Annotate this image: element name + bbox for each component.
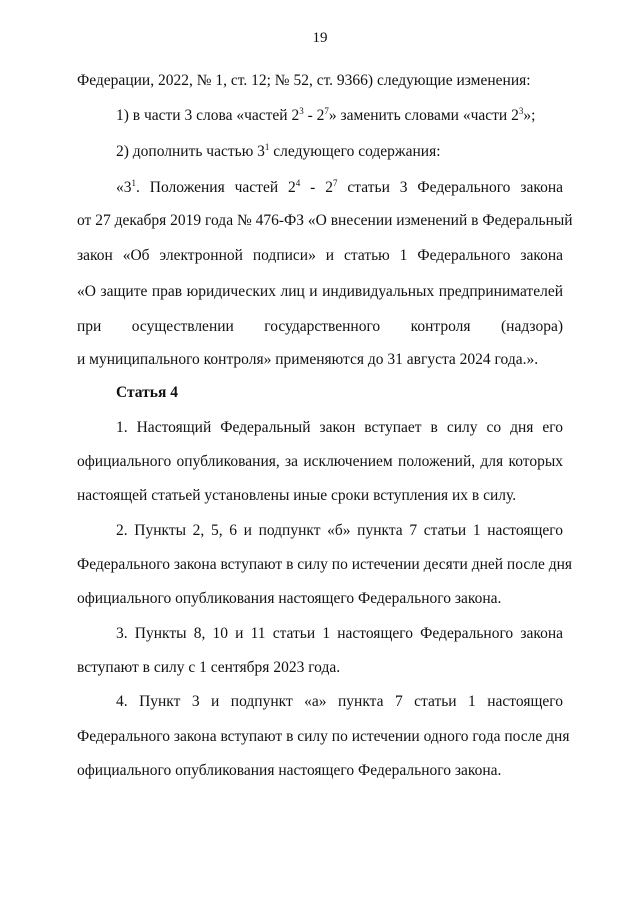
- superscript: 7: [324, 106, 329, 116]
- text-line: [77, 283, 563, 301]
- text-run: Статья 4: [116, 384, 178, 401]
- text-run: «О защите прав юридических лиц и индивидуальных предпринимателей: [77, 283, 563, 300]
- superscript: 3: [518, 106, 524, 116]
- text-run: Федерации, 2022, № 1, ст. 12; № 52, ст. 9366) следующие изменения:: [77, 72, 531, 89]
- text-line: [77, 351, 563, 369]
- text-line: [116, 693, 563, 711]
- text-line: [116, 143, 563, 161]
- superscript: 1: [264, 142, 270, 152]
- text-run: » заменить словами «части 2: [328, 107, 519, 124]
- text-line: [116, 419, 563, 437]
- text-run: при осуществлении государственного контроля (надзора): [77, 318, 563, 335]
- text-run: следующего содержания:: [269, 143, 441, 160]
- text-run: официального опубликования, за исключением положений, для которых: [77, 453, 563, 470]
- text-run: 4. Пункт 3 и подпункт «а» пункта 7 статьи 1 настоящего: [116, 693, 563, 710]
- text-line: [77, 762, 563, 780]
- text-run: . Положения частей 2: [136, 179, 296, 196]
- text-run: Федерального закона вступают в силу по истечении одного года после дня: [77, 728, 570, 745]
- superscript: 1: [131, 178, 136, 188]
- text-line: [116, 179, 563, 197]
- text-line: [77, 247, 563, 265]
- text-run: 1) в части 3 слова «частей 2: [116, 107, 300, 124]
- text-run: 2. Пункты 2, 5, 6 и подпункт «б» пункта 7 статьи 1 настоящего: [116, 522, 563, 539]
- text-line: [116, 625, 563, 643]
- superscript: 7: [333, 178, 338, 188]
- superscript: 3: [299, 106, 304, 116]
- text-run: закон «Об электронной подписи» и статью 1 Федерального закона: [77, 247, 563, 264]
- text-run: вступают в силу с 1 сентября 2023 года.: [77, 659, 341, 676]
- text-line: [77, 453, 563, 471]
- text-line: [77, 487, 563, 505]
- text-run: »;: [523, 107, 536, 124]
- text-line: [77, 72, 563, 90]
- text-run: официального опубликования настоящего Федерального закона.: [77, 590, 502, 607]
- text-run: - 2: [303, 107, 325, 124]
- text-run: от 27 декабря 2019 года № 476-ФЗ «О внесении изменений в Федеральный: [77, 212, 573, 229]
- text-run: Федерального закона вступают в силу по истечении десяти дней после дня: [77, 556, 573, 573]
- text-run: «3: [116, 179, 132, 196]
- superscript: 4: [295, 178, 301, 188]
- text-line: [77, 728, 570, 746]
- text-line: [77, 556, 573, 574]
- text-run: 3. Пункты 8, 10 и 11 статьи 1 настоящего Федерального закона: [116, 625, 563, 642]
- text-run: официального опубликования настоящего Федерального закона.: [77, 762, 502, 779]
- text-run: настоящей статьей установлены иные сроки вступления их в силу.: [77, 487, 517, 504]
- text-line: [116, 522, 563, 540]
- text-line: [77, 590, 563, 608]
- text-line: [77, 318, 563, 336]
- article-heading: [116, 384, 563, 402]
- text-run: и муниципального контроля» применяются до 31 августа 2024 года.».: [77, 351, 539, 368]
- page-number: 19: [312, 30, 328, 46]
- text-run: 2) дополнить частью 3: [116, 143, 265, 160]
- text-run: - 2: [300, 179, 333, 196]
- text-line: [77, 212, 573, 230]
- text-line: [116, 107, 563, 125]
- text-run: 1. Настоящий Федеральный закон вступает в силу со дня его: [116, 419, 563, 436]
- text-line: [77, 659, 563, 677]
- text-run: статьи 3 Федерального закона: [337, 179, 563, 196]
